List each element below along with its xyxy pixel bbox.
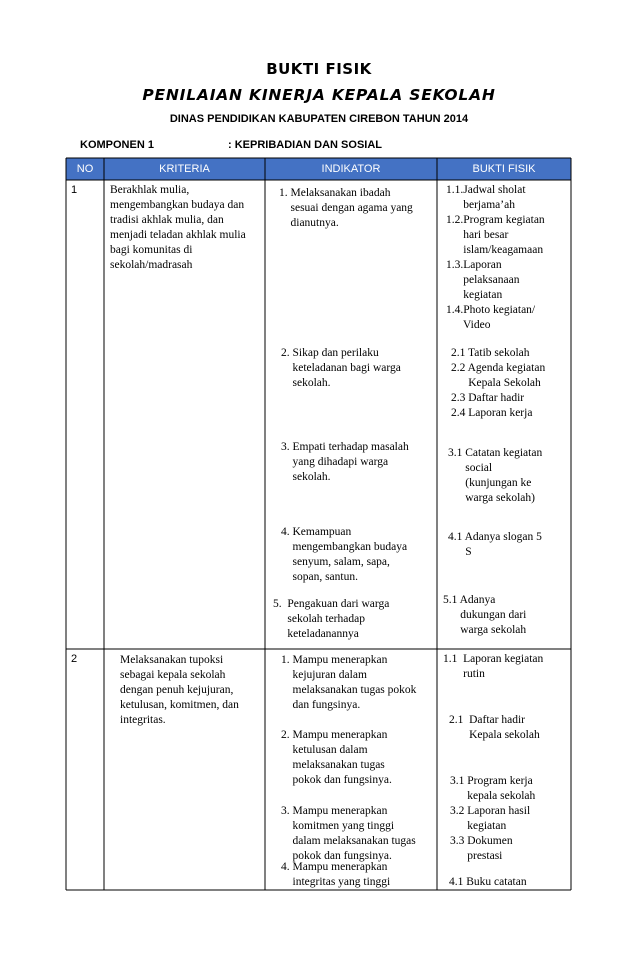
row-2-indikator-3: 3. Mampu menerapkan komitmen yang tinggi dalam melaksanakan tugas pokok dan fungsinya.	[281, 805, 416, 862]
row-1-number: 1	[71, 184, 78, 196]
column-header-bukti-fisik: BUKTI FISIK	[472, 163, 536, 175]
column-header-no: NO	[76, 163, 94, 175]
row-1-bukti-1: 1.1.Jadwal sholat berjama’ah 1.2.Program kegiatan hari besar islam/keagamaan 1.3.Laporan pelaksanaan kegiatan 1.4.Photo kegiatan/ Video	[446, 184, 545, 331]
row-2-indikator-4: 4. Mampu menerapkan integritas yang tinggi	[281, 861, 391, 888]
row-1-bukti-3: 3.1 Catatan kegiatan social (kunjungan ke warga sekolah)	[448, 447, 543, 504]
row-2-bukti-4: 4.1 Buku catatan	[449, 876, 527, 888]
component-label: KOMPONEN 1	[80, 139, 154, 151]
row-2-indikator-1: 1. Mampu menerapkan kejujuran dalam melaksanakan tugas pokok dan fungsinya.	[281, 654, 417, 711]
component-value: : KEPRIBADIAN DAN SOSIAL	[228, 139, 383, 151]
document-title: BUKTI FISIK	[266, 60, 372, 78]
row-1-indikator-5: 5. Pengakuan dari warga sekolah terhadap keteladanannya	[273, 598, 390, 640]
row-1-kriteria: Berakhlak mulia, mengembangkan budaya dan tradisi akhlak mulia, dan menjadi teladan akhlak mulia bagi komunitas di sekolah/madrasah	[110, 184, 246, 271]
row-1-indikator-3: 3. Empati terhadap masalah yang dihadapi warga sekolah.	[281, 441, 409, 483]
row-1-bukti-2: 2.1 Tatib sekolah 2.2 Agenda kegiatan Kepala Sekolah 2.3 Daftar hadir 2.4 Laporan kerja	[451, 347, 546, 419]
document-subtitle: PENILAIAN KINERJA KEPALA SEKOLAH	[142, 86, 496, 104]
column-header-indikator: INDIKATOR	[321, 163, 381, 175]
row-2-number: 2	[71, 653, 78, 665]
row-1-indikator-1: 1. Melaksanakan ibadah sesuai dengan agama yang dianutnya.	[279, 187, 413, 229]
column-header-kriteria: KRITERIA	[159, 163, 210, 175]
agency-name: DINAS PENDIDIKAN KABUPATEN CIREBON TAHUN 2014	[169, 113, 469, 125]
row-1-indikator-2: 2. Sikap dan perilaku keteladanan bagi warga sekolah.	[281, 347, 401, 389]
row-1-bukti-4: 4.1 Adanya slogan 5 S	[448, 531, 542, 558]
row-1-bukti-5: 5.1 Adanya dukungan dari warga sekolah	[443, 594, 527, 636]
row-2-bukti-3: 3.1 Program kerja kepala sekolah 3.2 Laporan hasil kegiatan 3.3 Dokumen prestasi	[450, 775, 536, 862]
row-2-kriteria: Melaksanakan tupoksi sebagai kepala sekolah dengan penuh kejujuran, ketulusan, komitmen, dan integritas.	[120, 654, 239, 726]
row-2-bukti-1: 1.1 Laporan kegiatan rutin	[443, 653, 544, 680]
row-2-bukti-2: 2.1 Daftar hadir Kepala sekolah	[449, 714, 540, 741]
row-1-indikator-4: 4. Kemampuan mengembangkan budaya senyum, salam, sapa, sopan, santun.	[281, 526, 408, 583]
row-2-indikator-2: 2. Mampu menerapkan ketulusan dalam melaksanakan tugas pokok dan fungsinya.	[281, 729, 392, 786]
